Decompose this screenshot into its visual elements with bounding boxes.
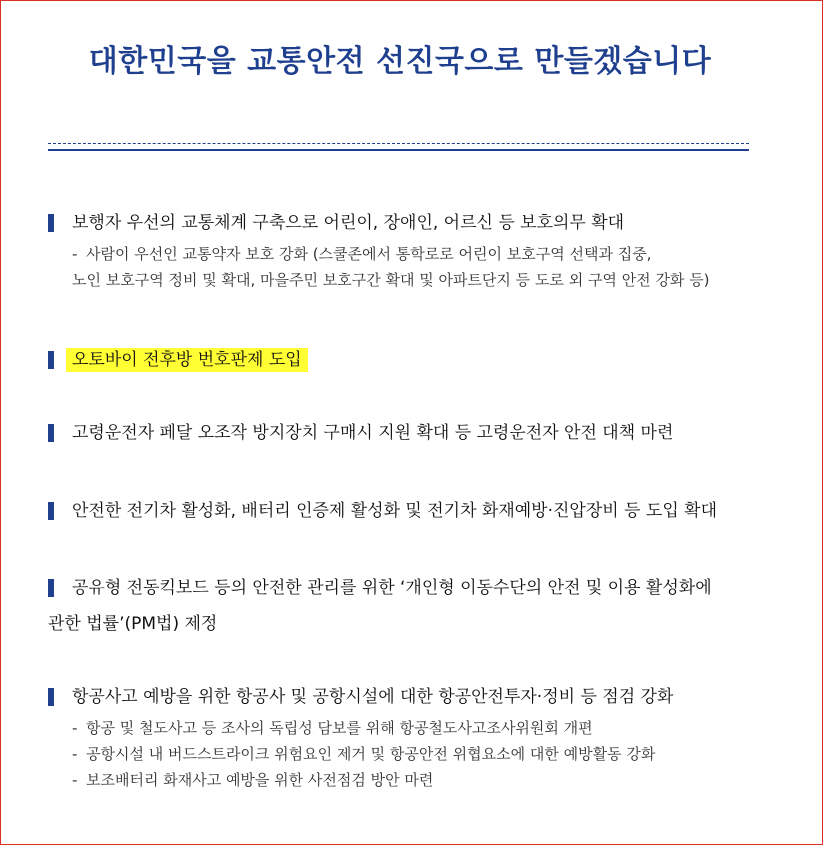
bullet-marker — [48, 424, 54, 442]
dash-marker: - — [72, 771, 78, 789]
section-heading: 보행자 우선의 교통체계 구축으로 어린이, 장애인, 어르신 등 보호의무 확대 — [72, 213, 625, 233]
section-electric-vehicles — [48, 493, 788, 529]
section-elderly-drivers — [48, 415, 788, 451]
section-heading: 항공사고 예방을 위한 항공사 및 공항시설에 대한 항공안전투자·정비 등 점검 강화 — [72, 687, 674, 707]
section-heading-line: 관한 법률’(PM법) 제정 — [48, 614, 218, 634]
sub-item: - 항공 및 철도사고 등 조사의 독립성 담보를 위해 항공철도사고조사위원회 개편 — [72, 715, 788, 741]
dash-marker: - — [72, 745, 78, 763]
bullet-marker — [48, 214, 54, 232]
section-pm-law — [48, 570, 788, 642]
section-heading — [72, 342, 788, 378]
bullet-marker — [48, 351, 54, 369]
dash-marker: - — [72, 245, 78, 263]
bullet-marker — [48, 579, 54, 597]
bullet-marker — [48, 502, 54, 520]
sub-item-continuation: 노인 보호구역 정비 및 확대, 마을주민 보호구간 확대 및 아파트단지 등 도로 외 구역 안전 강화 등) — [72, 271, 710, 289]
sub-item: - 사람이 우선인 교통약자 보호 강화 (스쿨존에서 통학로로 어린이 보호구역 선택과 집중, — [72, 241, 788, 267]
highlighted-text: 오토바이 전후방 번호판제 도입 — [66, 348, 308, 372]
section-heading-line: 공유형 전동킥보드 등의 안전한 관리를 위한 ‘개인형 이동수단의 안전 및 이용 활성화에 — [72, 578, 712, 598]
section-heading: 고령운전자 페달 오조작 방지장치 구매시 지원 확대 등 고령운전자 안전 대책 마련 — [72, 423, 674, 443]
section-aviation — [48, 679, 788, 793]
section-heading: 안전한 전기차 활성화, 배터리 인증제 활성화 및 전기차 화재예방·진압장비 등 도입 확대 — [72, 501, 718, 521]
title-divider — [48, 143, 749, 151]
sub-item: - 공항시설 내 버드스트라이크 위험요인 제거 및 항공안전 위협요소에 대한 예방활동 강화 — [72, 741, 788, 767]
dash-marker: - — [72, 719, 78, 737]
sub-item: - 보조배터리 화재사고 예방을 위한 사전점검 방안 마련 — [72, 767, 788, 793]
page-title: 대한민국을 교통안전 선진국으로 만들겠습니다 — [88, 44, 712, 79]
bullet-marker — [48, 688, 54, 706]
section-pedestrian — [48, 205, 788, 293]
section-motorcycle — [48, 342, 788, 378]
